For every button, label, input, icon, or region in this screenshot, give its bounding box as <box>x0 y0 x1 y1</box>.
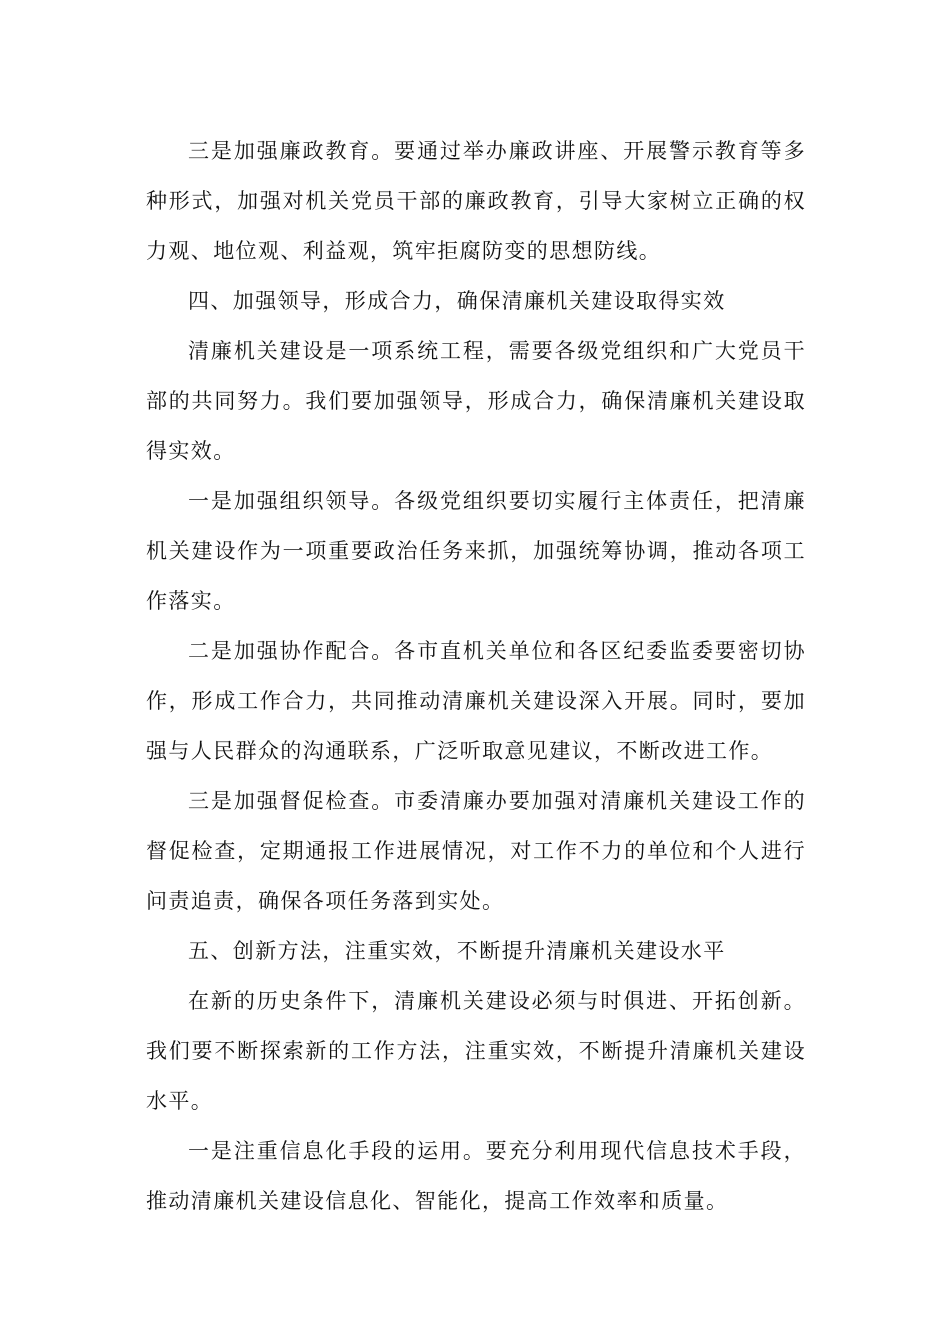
paragraph-informatization: 一是注重信息化手段的运用。要充分利用现代信息技术手段，推动清廉机关建设信息化、智能化，提高工作效率和质量。 <box>146 1139 806 1213</box>
paragraph-education: 三是加强廉政教育。要通过举办廉政讲座、开展警示教育等多种形式，加强对机关党员干部的廉政教育，引导大家树立正确的权力观、地位观、利益观，筑牢拒腐防变的思想防线。 <box>146 139 806 263</box>
section-heading-4: 四、加强领导，形成合力，确保清廉机关建设取得实效 <box>188 289 726 313</box>
paragraph-intro-5: 在新的历史条件下，清廉机关建设必须与时俱进、开拓创新。我们要不断探索新的工作方法，注重实效，不断提升清廉机关建设水平。 <box>146 989 806 1113</box>
section-heading-5: 五、创新方法，注重实效，不断提升清廉机关建设水平 <box>188 939 726 963</box>
document-body <box>146 126 806 1226</box>
paragraph-intro-4: 清廉机关建设是一项系统工程，需要各级党组织和广大党员干部的共同努力。我们要加强领导，形成合力，确保清廉机关建设取得实效。 <box>146 339 806 463</box>
paragraph-supervision: 三是加强督促检查。市委清廉办要加强对清廉机关建设工作的督促检查，定期通报工作进展情况，对工作不力的单位和个人进行问责追责，确保各项任务落到实处。 <box>146 789 806 913</box>
paragraph-organization: 一是加强组织领导。各级党组织要切实履行主体责任，把清廉机关建设作为一项重要政治任务来抓，加强统筹协调，推动各项工作落实。 <box>146 489 806 613</box>
paragraph-cooperation: 二是加强协作配合。各市直机关单位和各区纪委监委要密切协作，形成工作合力，共同推动清廉机关建设深入开展。同时，要加强与人民群众的沟通联系，广泛听取意见建议，不断改进工作。 <box>146 639 806 763</box>
